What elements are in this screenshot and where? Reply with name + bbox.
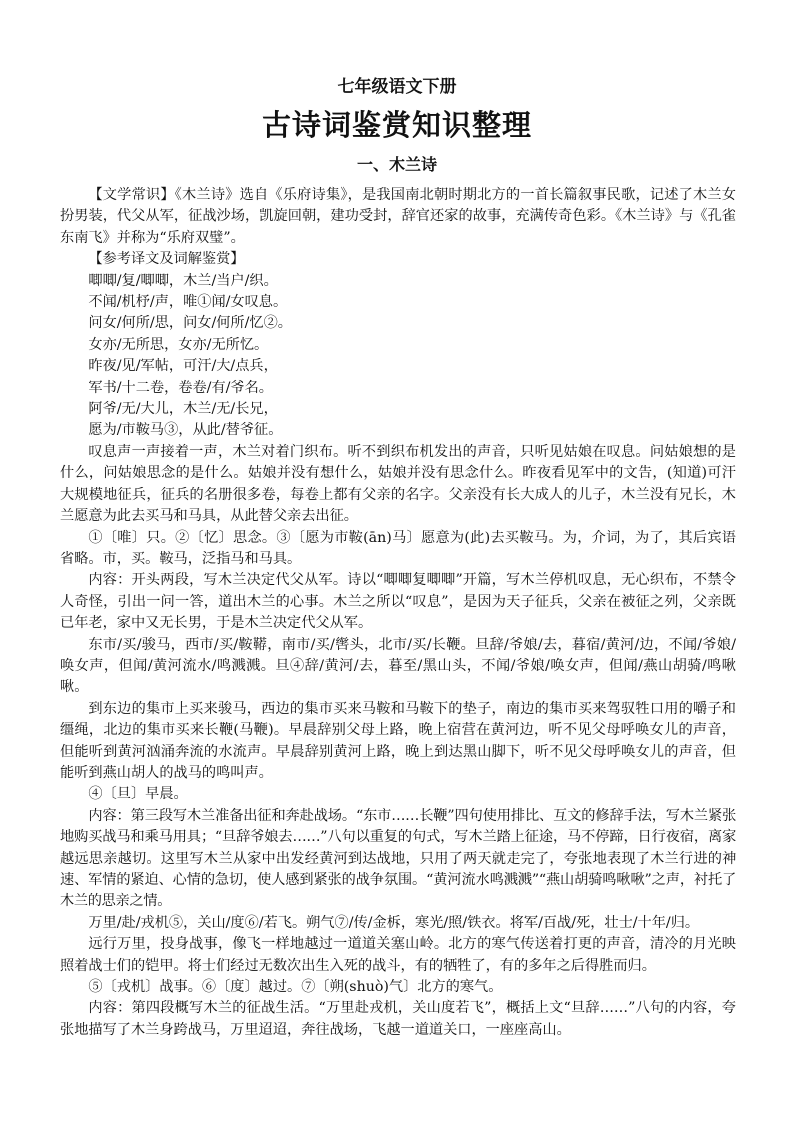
poem-line: 问女/何所/思，问女/何所/忆②。 [88, 315, 292, 332]
poem-stanza: 万里/赴/戎机⑤，关山/度⑥/若飞。朔气⑦/传/金柝，寒光/照/铁衣。将军/百战/死，壮士/十年/归。 [88, 914, 700, 931]
poem-stanza: 东市/买/骏马，西市/买/鞍鞯，南市/买/辔头，北市/买/长鞭。旦辞/爷娘/去，暮宿/黄河/边，不闻/爷娘/唤女声，但闻/黄河流水/鸣溅溅。旦④辞/黄河/去，暮至/黑山头，不闻/爷娘/唤女声，但闻/燕山胡骑/鸣啾啾。 [60, 636, 736, 696]
annotation-paragraph: ④〔旦〕早晨。 [88, 786, 188, 803]
translation-paragraph: 远行万里，投身战事，像飞一样地越过一道道关塞山岭。北方的寒气传送着打更的声音，清冷的月光映照着战士们的铠甲。将士们经过无数次出生入死的战斗，有的牺牲了，有的多年之后得胜而归。 [60, 936, 736, 974]
poem-line: 昨夜/见/军帖，可汗/大/点兵， [88, 358, 278, 375]
content-analysis-paragraph: 内容：开头两段，写木兰决定代父从军。诗以“唧唧复唧唧”开篇，写木兰停机叹息，无心织布，不禁令人奇怪，引出一问一答，道出木兰的心事。木兰之所以“叹息”，是因为天子征兵，父亲在被征之列，父亲既已年老，家中又无长男，于是木兰决定代父从军。 [60, 572, 736, 632]
grade-subtitle: 七年级语文下册 [337, 77, 457, 97]
annotation-paragraph: ⑤〔戎机〕战事。⑥〔度〕越过。⑦〔朔(shuò)气〕北方的寒气。 [88, 979, 503, 996]
literary-note-paragraph: 【文学常识】《木兰诗》选自《乐府诗集》，是我国南北朝时期北方的一首长篇叙事民歌，记述了木兰女扮男装，代父从军，征战沙场，凯旋回朝，建功受封，辞官还家的故事，充满传奇色彩。《木兰诗》与《孔雀东南飞》并称为“乐府双璧”。 [60, 187, 736, 246]
document-body [60, 185, 736, 1041]
poem-line: 不闻/机杼/声，唯①闻/女叹息。 [88, 294, 288, 311]
translation-paragraph: 叹息声一声接着一声，木兰对着门织布。听不到织布机发出的声音，只听见姑娘在叹息。问姑娘想的是什么，问姑娘思念的是什么。姑娘并没有想什么，姑娘并没有思念什么。昨夜看见军中的文告，(知道)可汗大规模地征兵，征兵的名册很多卷，每卷上都有父亲的名字。父亲没有长大成人的儿子，木兰没有兄长，木兰愿意为此去买马和马具，从此替父亲去出征。 [60, 443, 736, 525]
translation-heading: 【参考译文及词解鉴赏】 [88, 251, 245, 268]
poem-line: 愿为/市鞍马③，从此/替爷征。 [88, 422, 283, 439]
content-analysis-paragraph: 内容：第三段写木兰准备出征和奔赴战场。“东市……长鞭”四句使用排比、互文的修辞手法，写木兰紧张地购买战马和乘马用具；“旦辞爷娘去……”八句以重复的句式，写木兰踏上征途，马不停蹄，日行夜宿，离家越远思亲越切。这里写木兰从家中出发经黄河到达战地，只用了两天就走完了，夸张地表现了木兰行进的神速、军情的紧迫、心情的急切，使人感到紧张的战争氛围。“黄河流水鸣溅溅”“燕山胡骑鸣啾啾”之声，衬托了木兰的思亲之情。 [60, 807, 736, 910]
poem-line: 阿爷/无/大儿，木兰/无/长兄， [88, 401, 278, 418]
content-analysis-paragraph: 内容：第四段概写木兰的征战生活。“万里赴戎机，关山度若飞”，概括上文“旦辞……”八句的内容，夸张地描写了木兰身跨战马，万里迢迢，奔往战场，飞越一道道关口，一座座高山。 [60, 1000, 736, 1038]
poem-line: 女亦/无所思，女亦/无所忆。 [88, 336, 269, 353]
poem-line: 军书/十二卷，卷卷/有/爷名。 [88, 379, 273, 396]
section-heading: 一、木兰诗 [356, 155, 437, 174]
translation-paragraph: 到东边的集市上买来骏马，西边的集市买来马鞍和马鞍下的垫子，南边的集市买来驾驭牲口用的嚼子和缰绳，北边的集市买来长鞭(马鞭)。早晨辞别父母上路，晚上宿营在黄河边，听不见父母呼唤女儿的声音，但能听到黄河汹涌奔流的水流声。早晨辞别黄河上路，晚上到达黑山脚下，听不见父母呼唤女儿的声音，但能听到燕山胡人的战马的鸣叫声。 [60, 700, 736, 781]
poem-line: 唧唧/复/唧唧，木兰/当户/织。 [88, 272, 278, 289]
page-title: 古诗词鉴赏知识整理 [261, 108, 532, 142]
annotation-paragraph: ①〔唯〕只。②〔忆〕思念。③〔愿为市鞍(ān)马〕愿意为(此)去买鞍马。为，介词，为了，其后宾语省略。市，买。鞍马，泛指马和马具。 [60, 529, 736, 567]
